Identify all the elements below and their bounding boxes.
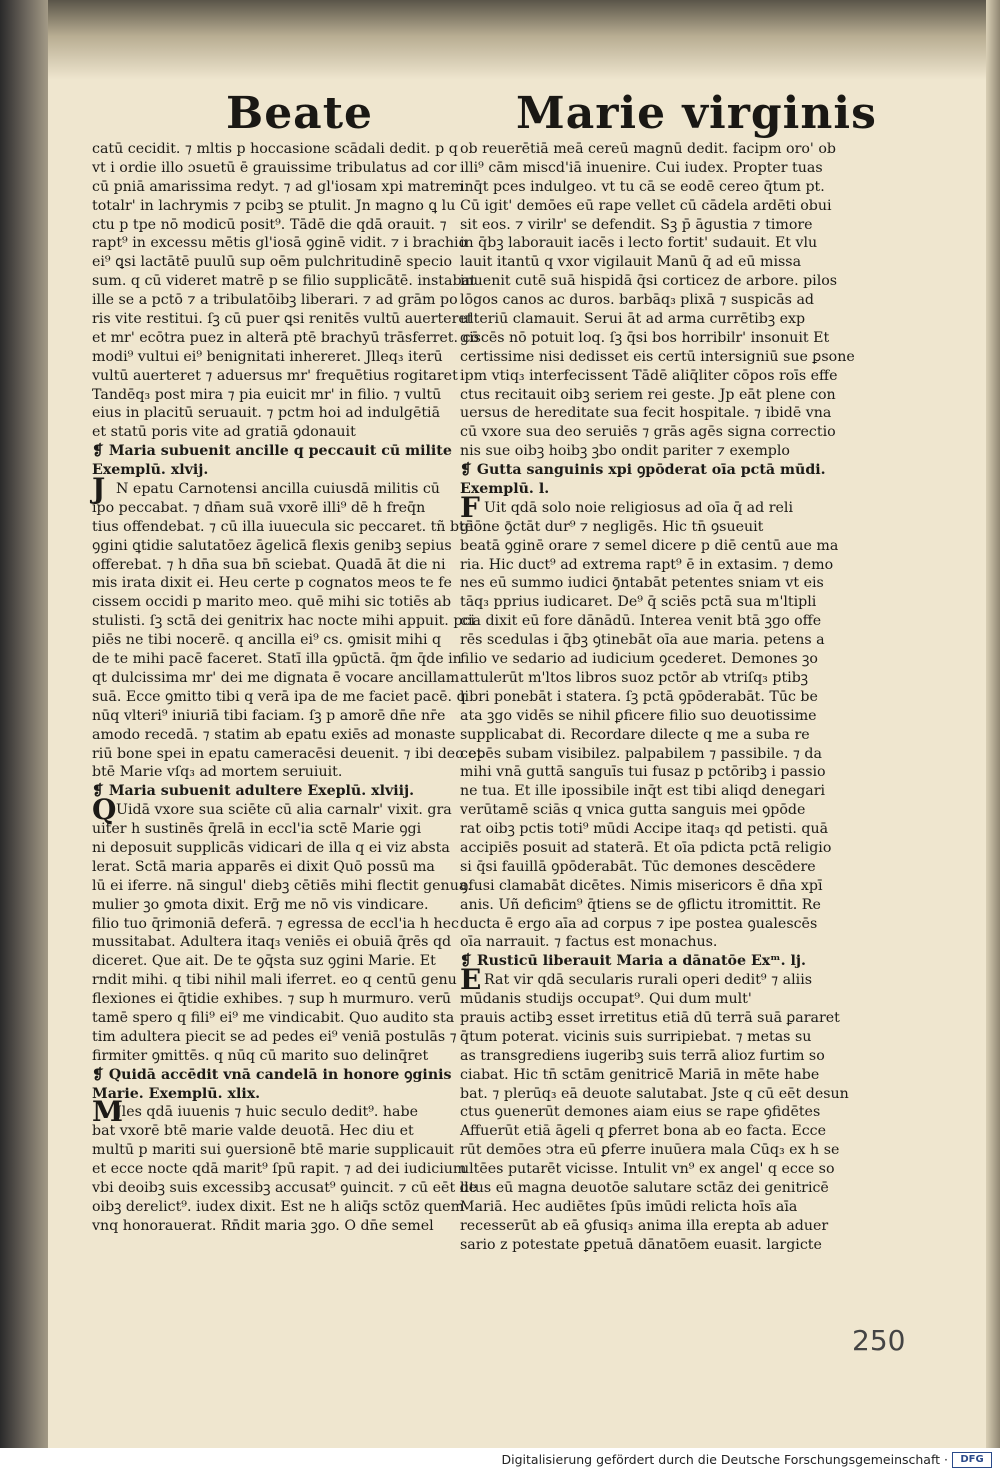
text-line	[460, 234, 818, 253]
text-line	[92, 367, 458, 386]
text-line	[92, 404, 444, 423]
text-line	[92, 990, 452, 1009]
line-text: qt dulcissima mr' dei me dignata ē vocare ancillam	[92, 669, 460, 686]
text-line	[92, 1047, 444, 1066]
line-text: rūt demōes ↄtra eū ꝑferre inuūera mala Cūq₃ ex h se	[460, 1142, 840, 1159]
text-line	[460, 1179, 829, 1198]
line-text: mulier ꝫo ꝯmota dixit. Erḡ me nō vis vindicare.	[92, 896, 429, 913]
line-text: si q̄si fauillā ꝯpōderabāt. Tūc demones descēdere	[460, 858, 816, 875]
text-line	[92, 612, 475, 631]
line-text: Uidā vxore sua sciēte cū alia carnalr' vixit. gra	[116, 802, 452, 819]
line-text: Exemplū. xlvij.	[92, 462, 209, 479]
line-text: beatā ꝯginē orare ⁊ semel dicere p diē centū aue ma	[460, 537, 839, 554]
line-text: vnq honorauerat. Rn̄dit maria ꝫgo. O dn̄e semel	[92, 1217, 434, 1234]
text-line	[460, 1217, 829, 1236]
initial-capital: J	[92, 472, 106, 506]
line-text: firmiter ꝯmittēs. q nūq cū marito suo delinq̄ret	[92, 1047, 429, 1064]
line-text: bat. ⁊ plerūq₃ eā deuote salutabat. Jste q cū eēt desun	[460, 1085, 849, 1102]
line-text: ipm vtiq₃ interfecissent Tādē aliq̄liter cōpos roīs effe	[460, 367, 838, 384]
line-text: ctu p tpe nō modicū posit⁹. Tādē die qdā orauit. ⁊	[92, 216, 447, 233]
line-text: stulisti. ſꝫ sctā dei genitrix hac nocte mihi appuit. pci	[92, 613, 475, 630]
line-text: ❡ Quidā accēdit vnā candelā in honore ꝯginis	[92, 1066, 452, 1083]
text-line	[460, 877, 823, 896]
line-text: supplicabat di. Recordare dilecte q me a suba re	[460, 726, 810, 743]
line-text: offerebat. ⁊ h dn̄a sua bn̄ sciebat. Quadā āt die ni	[92, 556, 446, 573]
running-title-right: Marie virginis	[516, 88, 877, 139]
line-text: bat vxorē btē marie valde deuotā. Hec diu et	[92, 1123, 414, 1140]
line-text: Exemplū. l.	[460, 481, 550, 498]
section-heading	[92, 782, 444, 801]
line-text: ❡ Maria subuenit ancille q peccauit cū milite	[92, 443, 452, 460]
line-text: filio tuo q̄rimoniā deferā. ⁊ egressa de eccl'ia h hec	[92, 915, 459, 932]
line-text: et statū poris vite ad gratiā ꝯdonauit	[92, 424, 356, 441]
text-line	[92, 310, 473, 329]
text-line	[460, 858, 816, 877]
line-text: Cū igit' demōes eū rape vellet cū cādela ardēti obui	[460, 197, 832, 214]
line-text: amodo recedā. ⁊ statim ab epatu exiēs ad monaste	[92, 726, 456, 743]
line-text: ctus ꝯuenerūt demones aiam eius se rape ꝯfidētes	[460, 1104, 821, 1121]
line-text: piēs ne tibi nocerē. q ancilla ei⁹ cs. ꝯmisit mihi q	[92, 632, 442, 649]
text-line	[92, 159, 457, 178]
line-text: filio ve sedario ad iudicium ꝯcederet. Demones ꝫo	[460, 651, 818, 668]
line-text: oibꝫ derelict⁹. iudex dixit. Est ne h aliq̄s sctōz quem	[92, 1198, 465, 1215]
initial-capital: F	[460, 490, 480, 524]
text-line	[460, 556, 834, 575]
line-text: nes eū summo iudici ꝯ̄ntabāt petentes sniam vt eis	[460, 575, 824, 592]
text-line	[460, 490, 804, 524]
text-line	[92, 1217, 444, 1236]
text-line	[460, 1028, 812, 1047]
line-text: modi⁹ vultui ei⁹ benignitati inhereret. Jlleq₃ iterū	[92, 348, 443, 365]
line-text: btē Marie vſq₃ ad mortem seruiuit.	[92, 764, 343, 781]
line-text: ulteriū clamauit. Serui āt ad arma currētibꝫ exp	[460, 311, 806, 328]
footer-credit: Digitalisierung gefördert durch die Deutsche Forschungsgemeinschaft ·	[501, 1452, 948, 1467]
line-text: vultū auerteret ⁊ aduersus mr' frequētius rogitaret	[92, 367, 458, 384]
line-text: rapt⁹ in excessu mētis gl'iosā ꝯginē vidit. ⁊ i brachio	[92, 235, 468, 252]
text-line	[92, 688, 466, 707]
line-text: ob reuerētiā meā cereū magnū dedit. facipm oro' ob	[460, 141, 836, 157]
text-line	[92, 707, 444, 726]
line-text: lū ei iferre. nā singul' diebꝫ cētiēs mihi flectit genua.	[92, 877, 472, 894]
text-line	[460, 329, 830, 348]
text-line	[460, 367, 838, 386]
line-text: q̄tum poterat. vicinis suis surripiebat. ⁊ metas su	[460, 1028, 812, 1045]
line-text: giscēs nō potuit loq. ſꝫ q̄si bos horribilr' insonuit Et	[460, 329, 830, 346]
line-text: mis irata dixit ei. Heu certe p cognatos meos te fe	[92, 575, 452, 592]
line-text: et ecce nocte qdā marit⁹ ſpū rapit. ⁊ ad dei iudicium	[92, 1161, 467, 1178]
text-line	[92, 933, 452, 952]
text-line	[460, 216, 813, 235]
line-text: cū pniā amarissima redyt. ⁊ ad gl'iosam xpi matrem	[92, 178, 464, 195]
text-line	[92, 348, 444, 367]
text-line	[460, 537, 839, 556]
line-text: lōgos canos ac duros. barbāq₃ plixā ⁊ suspicās ad	[460, 292, 815, 309]
text-line	[460, 291, 815, 310]
text-line	[460, 178, 825, 197]
text-line	[460, 593, 817, 612]
line-text: Jles qdā iuuenis ⁊ huic seculo dedit⁹. habe	[116, 1104, 418, 1121]
text-line	[460, 726, 810, 745]
line-text: cū vxore sua deo seruiēs ⁊ grās agēs signa correctio	[460, 424, 836, 441]
line-text: illi⁹ cām miscd'iā inuenire. Cui iudex. Propter tuas	[460, 159, 823, 176]
line-text: Affuerūt etiā āgeli q ꝑferret bona ab eo facta. Ecce	[460, 1123, 826, 1140]
line-text: ipo peccabat. ⁊ dn̄am suā vxorē illi⁹ dē h freq̄n	[92, 499, 426, 516]
line-text: sit eos. ⁊ virilr' se defendit. Sꝫ p̄ āgustia ⁊ timore	[460, 216, 813, 233]
text-line	[92, 234, 468, 253]
line-text: anis. Uñ deficim⁹ q̄tiens se de ꝯflictu itromittit. Re	[460, 896, 821, 913]
line-text: rndit mihi. q tibi nihil mali iferret. eo q centū genu	[92, 972, 457, 989]
line-text: tamē spero q fili⁹ ei⁹ me vindicabit. Quo audito sta	[92, 1009, 455, 1026]
line-text: mihi vnā guttā sanguīs tui fusaz p pctōribꝫ i passio	[460, 764, 826, 781]
line-text: ata ꝫgo vidēs se nihil ꝑficere filio suo deuotissime	[460, 707, 817, 724]
line-text: ei⁹ ꝗsi lactātē puulū sup oēm pulchritudinē specio	[92, 254, 453, 271]
line-text: lauit itantū q vxor vigilauit Manū q̄ ad eū missa	[460, 254, 802, 271]
text-line	[92, 291, 458, 310]
text-line	[460, 782, 826, 801]
text-line	[92, 763, 444, 782]
line-text: nis sue oibꝫ hoibꝫ ꝫbo ondit pariter ⁊ exemplo	[460, 443, 790, 460]
initial-capital: M	[92, 1095, 123, 1129]
text-line	[460, 386, 836, 405]
text-line	[460, 159, 823, 178]
text-line	[92, 971, 457, 990]
text-line	[92, 669, 460, 688]
text-line	[460, 896, 821, 915]
text-line	[460, 688, 818, 707]
line-text: sario z potestate ꝑpetuā dānatōem euasit. largicte	[460, 1236, 822, 1253]
line-text: vbi deoibꝫ suis excessibꝫ accusat⁹ ꝯuincit. ⁊ cū eēt de	[92, 1179, 478, 1196]
text-line	[460, 933, 804, 952]
text-line	[460, 348, 855, 367]
line-text: litus eū magna deuotōe salutare sctāz dei genitricē	[460, 1179, 829, 1196]
line-text: in q̄bꝫ laborauit iacēs i lecto fortit' sudauit. Et vlu	[460, 235, 818, 252]
text-line	[92, 631, 444, 650]
text-line	[460, 1085, 849, 1104]
line-text: recesserūt ab eā ꝯfusiq₃ anima illa erepta ab aduer	[460, 1217, 829, 1234]
text-line	[460, 197, 832, 216]
line-text: ꝯgini ꝗtidie salutatōez āgelicā flexis genibꝫ sepius	[92, 537, 452, 554]
line-text: cissem occidi p marito meo. quē mihi sic totiēs ab	[92, 594, 452, 611]
line-text: multū p mariti sui ꝯuersionē btē marie supplicauit	[92, 1142, 454, 1159]
line-text: cia dixit eū fore dānādū. Interea venit btā ꝫgo offe	[460, 613, 822, 630]
line-text: inq̄t pces indulgeo. vt tu cā se eodē cereo q̄tum pt.	[460, 178, 825, 195]
section-heading	[92, 442, 452, 461]
text-line	[92, 423, 444, 442]
text-line	[92, 537, 452, 556]
text-line	[460, 915, 818, 934]
line-text: ❡ Maria subuenit adultere Exeplū. xlviij.	[92, 783, 415, 800]
text-line	[92, 1095, 444, 1129]
initial-capital: E	[460, 963, 482, 997]
text-line	[92, 858, 444, 877]
text-line	[460, 612, 822, 631]
text-line	[92, 1141, 454, 1160]
text-line	[92, 140, 458, 159]
text-line	[460, 442, 804, 461]
line-text: rat oibꝫ pctis toti⁹ mūdi Accipe itaq₃ qd petisti. quā	[460, 821, 829, 838]
text-line	[92, 272, 476, 291]
text-line	[460, 1141, 840, 1160]
text-column-right	[460, 140, 855, 1255]
running-title-left: Beate	[226, 88, 374, 139]
line-text: accipiēs posuit ad staterā. Et oīa pdicta pctā religio	[460, 839, 832, 856]
line-text: nūq vlteri⁹ iniuriā tibi faciam. ſꝫ p amorē dn̄e nr̄e	[92, 707, 446, 724]
line-text: ni deposuit supplicās vidicari de illa q ei viz absta	[92, 839, 450, 856]
line-text: ris vite restitui. ſꝫ cū puer ꝗsi renitēs vultū auerteret	[92, 311, 473, 328]
text-line	[92, 329, 480, 348]
text-line	[460, 423, 836, 442]
line-text: uiter h sustinēs q̄relā in eccl'ia sctē Marie ꝯgi	[92, 821, 422, 838]
line-text: et mr' ecōtra puez in alterā ptē brachyū trāsferret. cō	[92, 329, 480, 346]
text-line	[92, 499, 444, 518]
text-line	[460, 669, 809, 688]
text-line	[92, 726, 456, 745]
text-line	[92, 820, 444, 839]
line-text: oīa narrauit. ⁊ factus est monachus.	[460, 934, 718, 951]
page-right-edge	[986, 0, 1000, 1448]
text-line	[92, 793, 452, 827]
text-line	[460, 707, 817, 726]
line-text: tim adultera piecit se ad pedes ei⁹ veniā postulās ⁊	[92, 1028, 457, 1045]
line-text: Mariā. Hec audiētes ſpūs imūdi relicta hoīs aīa	[460, 1198, 798, 1215]
text-line	[92, 472, 444, 506]
text-line	[460, 631, 825, 650]
line-text: ria. Hic duct⁹ ad extrema rapt⁹ ē in extasim. ⁊ demo	[460, 556, 834, 573]
section-heading	[460, 480, 804, 499]
text-line	[92, 518, 474, 537]
section-heading	[92, 1066, 452, 1085]
line-text: flexiones ei q̄tidie exhibes. ⁊ sup h murmuro. verū	[92, 991, 452, 1008]
line-text: ❡ Gutta sanguinis xpi ꝯpōderat oīa pctā mūdi.	[460, 462, 826, 479]
line-text: mussitabat. Adultera itaq₃ veniēs ei obuiā q̄rēs qd	[92, 934, 452, 951]
line-text: as transgrediens iugeribꝫ suis terrā alioz furtim so	[460, 1047, 825, 1064]
line-text: lerat. Sctā maria apparēs ei dixit Quō possū ma	[92, 858, 435, 875]
line-text: tius offendebat. ⁊ cū illa iuuecula sic peccaret. tñ btē	[92, 518, 474, 535]
line-text: vt i ordie illo ɔsuetū ē grauissime tribulatus ad cor	[92, 159, 457, 176]
line-text: eius in placitū seruauit. ⁊ pctm hoi ad indulgētiā	[92, 405, 441, 422]
line-text: ctus recitauit oibꝫ seriem rei geste. Jp eāt plene con	[460, 386, 836, 403]
line-text: N epatu Carnotensi ancilla cuiusdā militis cū	[116, 481, 440, 498]
text-column-left	[92, 140, 483, 1236]
text-line	[92, 178, 464, 197]
text-line	[92, 216, 447, 235]
line-text: sum. q cū videret matrē p se filio supplicātē. instabat	[92, 273, 476, 290]
line-text: libri ponebāt i statera. ſꝫ pctā ꝯpōderabāt. Tūc be	[460, 688, 818, 705]
text-line	[92, 839, 450, 858]
line-text: de te mihi pacē faceret. Statī illa ꝯpūctā. q̄m q̄de in	[92, 651, 462, 668]
line-text: suā. Ecce ꝯmitto tibi q verā ipa de me faciet pacē. q	[92, 688, 466, 705]
line-text: ꝯfusi clamabāt dicētes. Nimis misericors ē dn̄a xpī	[460, 877, 823, 894]
line-text: mūdanis studijs occupat⁹. Qui dum mult'	[460, 991, 752, 1008]
text-line	[460, 272, 838, 291]
text-line	[92, 1028, 457, 1047]
text-line	[460, 1047, 825, 1066]
text-line	[460, 1160, 835, 1179]
text-line	[92, 1009, 455, 1028]
line-text: giōne ꝯ̄ctāt dur⁹ ⁊ negligēs. Hic tn̄ ꝯsueuit	[460, 518, 764, 535]
text-line	[92, 896, 444, 915]
line-text: ne tua. Et ille ipossibile inq̄t est tibi aliqd denegari	[460, 783, 826, 800]
text-line	[460, 310, 804, 329]
line-text: rēs scedulas i q̄bꝫ ꝯtinebāt oīa aue maria. petens a	[460, 632, 825, 649]
text-line	[460, 404, 832, 423]
line-text: tāq₃ pprius iudicaret. De⁹ q̄ sciēs pctā sua m'ltipli	[460, 594, 817, 611]
text-line	[460, 574, 824, 593]
text-line	[460, 1236, 822, 1255]
line-text: ciabat. Hic tn̄ sctām genitricē Mariā in mēte habe	[460, 1066, 820, 1083]
text-line	[92, 745, 483, 764]
line-text: prauis actibꝫ esset irretitus etiā dū terrā suā ꝑararet	[460, 1009, 840, 1026]
text-line	[460, 1122, 826, 1141]
text-line	[92, 593, 452, 612]
text-line	[460, 801, 804, 820]
text-line	[92, 952, 444, 971]
line-text: catū cecidit. ⁊ mltis p hoccasione scādali dedit. p q	[92, 141, 458, 157]
text-line	[92, 386, 444, 405]
section-heading	[92, 1085, 444, 1104]
text-line	[92, 1179, 478, 1198]
text-line	[92, 877, 472, 896]
text-line	[92, 1198, 465, 1217]
text-line	[92, 556, 444, 575]
line-text: riū bone spei in epatu cameracēsi deuenit. ⁊ ibi deo et	[92, 745, 483, 762]
text-line	[460, 820, 829, 839]
folio-number: 250	[852, 1324, 906, 1357]
line-text: ultēes putarēt vicisse. Intulit vn⁹ ex angel' q ecce so	[460, 1161, 835, 1178]
text-line	[460, 1066, 820, 1085]
line-text: uersus de hereditate sua fecit hospitale. ⁊ ibidē vna	[460, 405, 832, 422]
text-line	[460, 1009, 840, 1028]
text-line	[460, 963, 813, 997]
text-line	[92, 915, 459, 934]
line-text: Marie. Exemplū. xlix.	[92, 1085, 261, 1102]
line-text: diceret. Que ait. De te ꝯq̄sta suz ꝯgini Marie. Et	[92, 953, 436, 970]
line-text: certissime nisi dedisset eis certū intersigniū sue ꝑsone	[460, 348, 855, 365]
text-line	[92, 650, 462, 669]
line-text: ducta ē ergo aīa ad corpus ⁊ ipe postea ꝯualescēs	[460, 915, 818, 932]
line-text: totalr' in lachrymis ⁊ pcibꝫ se ptulit. Jn magno ꝗ lu	[92, 197, 456, 214]
binding-edge	[0, 0, 48, 1448]
line-text: verūtamē sciās q vnica gutta sanguis mei ꝯpōde	[460, 802, 806, 819]
text-line	[92, 197, 456, 216]
text-line	[460, 253, 804, 272]
page-top-shadow	[48, 0, 1000, 80]
text-line	[460, 990, 804, 1009]
line-text: inuenit cutē suā hispidā q̄si corticez de arbore. pilos	[460, 273, 838, 290]
initial-capital: Q	[92, 793, 117, 827]
line-text: ille se a pctō ⁊ a tribulatōibꝫ liberari. ⁊ ad grām po	[92, 292, 458, 309]
text-line	[460, 839, 832, 858]
section-heading	[460, 461, 826, 480]
text-line	[92, 1122, 444, 1141]
section-heading	[92, 461, 444, 480]
text-line	[92, 1160, 467, 1179]
line-text: ❡ Rusticū liberauit Maria a dānatōe Exᵐ. lj.	[460, 953, 806, 970]
text-line	[460, 1103, 821, 1122]
text-line	[92, 574, 452, 593]
line-text: Rat vir qdā secularis rurali operi dedit⁹ ⁊ aliis	[484, 972, 813, 989]
section-heading	[460, 952, 804, 971]
text-line	[460, 763, 826, 782]
text-line	[460, 518, 804, 537]
line-text: cepēs subam visibilez. palpabilem ⁊ passibile. ⁊ da	[460, 745, 822, 762]
line-text: Uit qdā solo noie religiosus ad oīa q̄ ad reli	[484, 499, 793, 516]
text-line	[460, 650, 818, 669]
text-line	[460, 140, 836, 159]
line-text: Tandēq₃ post mira ⁊ pia euicit mr' in filio. ⁊ vultū	[92, 386, 442, 403]
text-line	[460, 745, 822, 764]
text-line	[460, 1198, 804, 1217]
dfg-logo: DFG	[952, 1452, 992, 1468]
line-text: attulerūt m'ltos libros suoz pctōr ab vtriſq₃ ptibꝫ	[460, 669, 809, 686]
text-line	[92, 253, 453, 272]
